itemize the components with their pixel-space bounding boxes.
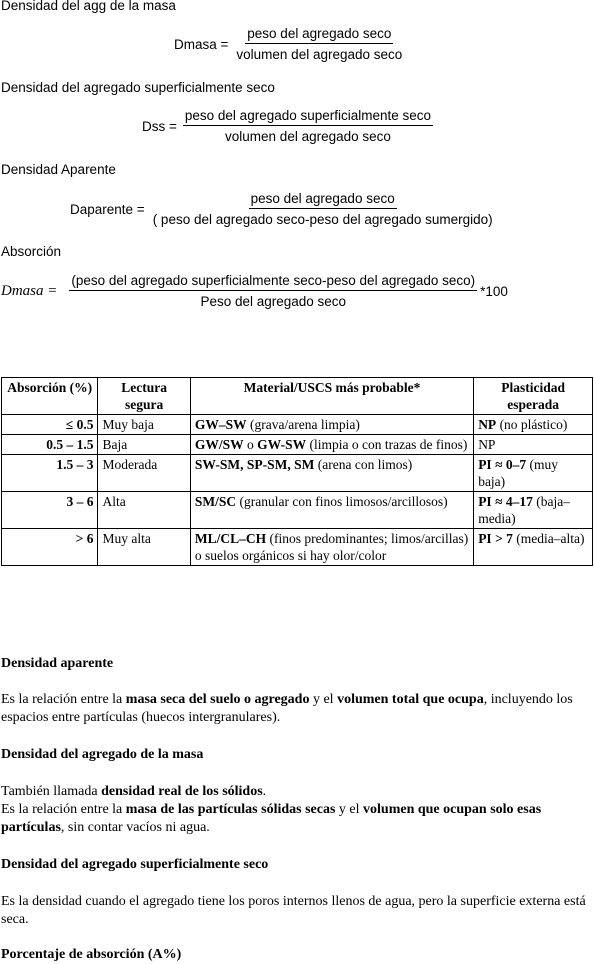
text-run: , incluyendo los espacios entre partículas (huecos intergranulares).	[1, 692, 573, 725]
numerator: peso del agregado superficialmente seco	[183, 108, 433, 126]
text-run: y el	[335, 802, 364, 817]
section-title-densidad-ss: Densidad del agregado superficialmente seco	[1, 857, 269, 872]
denominator: Peso del agregado seco	[200, 294, 347, 309]
section-title-absorcion: Porcentaje de absorción (A%)	[1, 947, 182, 962]
cell-plasticidad	[474, 492, 593, 529]
formula-suffix: *100	[480, 283, 508, 299]
table-row	[2, 455, 593, 492]
cell-material	[190, 492, 473, 529]
section-title-densidad-aparente: Densidad aparente	[1, 656, 114, 671]
text-run: .	[262, 784, 267, 799]
cell-lectura: Muy baja	[98, 415, 190, 435]
cell-plasticidad	[474, 455, 593, 492]
header-absorcion: Absorción (%)	[2, 378, 98, 415]
fraction	[69, 273, 477, 309]
numerator: (peso del agregado superficialmente seco-peso del agregado seco)	[69, 273, 477, 291]
plasticidad-code: PI ≈ 0–7	[478, 457, 527, 472]
heading-densidad-aparente: Densidad Aparente	[1, 162, 116, 177]
plasticidad-code: PI > 7	[478, 531, 513, 546]
material-desc: (finos predominantes; limos/arcillas) o suelos orgánicos si hay olor/color	[194, 531, 469, 563]
text-run-bold: volumen total que ocupa	[337, 692, 484, 707]
plasticidad-desc: (no plástico)	[496, 417, 568, 432]
paragraph-densidad-ss: Es la densidad cuando el agregado tiene los poros internos llenos de agua, pero la superficie externa está seca.	[1, 894, 586, 927]
formula-lhs: Dss =	[142, 118, 177, 134]
plasticidad-code: PI ≈ 4–17	[478, 494, 533, 509]
cell-plasticidad	[474, 529, 593, 566]
paragraph-densidad-masa-2	[1, 801, 593, 837]
formula-lhs: Dmasa =	[174, 36, 229, 52]
heading-densidad-ss: Densidad del agregado superficialmente seco	[1, 80, 275, 95]
material-desc: (arena con limos)	[314, 457, 413, 472]
fraction	[234, 26, 404, 62]
material-code: GW–SW	[194, 417, 247, 432]
table-header-row	[2, 378, 593, 415]
header-plasticidad: Plasticidad esperada	[474, 378, 593, 415]
plasticidad-code: NP	[478, 417, 497, 432]
material-desc: (limpia o con trazas de finos)	[306, 437, 468, 452]
material-desc: (grava/arena limpia)	[246, 417, 360, 432]
cell-absorcion: 0.5 – 1.5	[2, 435, 98, 455]
text-run-bold: volumen que ocupan solo esas partículas	[1, 802, 542, 835]
text-run: , sin contar vacíos ni agua.	[60, 820, 210, 835]
formula-lhs: Dmasa =	[1, 282, 58, 299]
material-code: SW-SM, SP-SM, SM	[194, 457, 315, 472]
fraction	[151, 191, 495, 227]
formula-dmasa	[174, 26, 404, 62]
cell-material	[190, 435, 473, 455]
cell-plasticidad	[474, 415, 593, 435]
cell-lectura: Moderada	[98, 455, 190, 492]
plasticidad-desc: NP	[478, 437, 496, 452]
cell-material	[190, 415, 473, 435]
text-run: Es la relación entre la	[1, 692, 126, 707]
cell-lectura: Baja	[98, 435, 190, 455]
material-desc: o	[243, 437, 258, 452]
cell-material	[190, 455, 473, 492]
header-material: Material/USCS más probable*	[190, 378, 473, 415]
plasticidad-desc: (baja–media)	[478, 494, 570, 526]
denominator: ( peso del agregado seco-peso del agregado sumergido)	[152, 212, 493, 227]
absorption-table	[1, 377, 593, 566]
cell-absorcion: ≤ 0.5	[2, 415, 98, 435]
heading-densidad-masa: Densidad del agg de la masa	[1, 0, 176, 13]
text-run-bold: masa de las partículas sólidas secas	[125, 802, 336, 817]
text-run: y el	[309, 692, 338, 707]
text-run: También llamada	[1, 784, 102, 799]
text-run-bold: densidad real de los sólidos	[101, 784, 263, 799]
formula-absorcion	[1, 273, 508, 309]
cell-absorcion: > 6	[2, 529, 98, 566]
text-run: Es la relación entre la	[1, 802, 126, 817]
table-row	[2, 529, 593, 566]
material-code: GW/SW	[194, 437, 244, 452]
numerator: peso del agregado seco	[249, 191, 397, 209]
material-desc: (granular con finos limosos/arcillosos)	[236, 494, 448, 509]
text-run-bold: masa seca del suelo o agregado	[125, 692, 310, 707]
material-code: ML/CL–CH	[194, 531, 267, 546]
denominator: volumen del agregado seco	[236, 47, 403, 62]
formula-dss	[142, 108, 433, 144]
formula-lhs: Daparente =	[70, 201, 145, 217]
cell-plasticidad	[474, 435, 593, 455]
material-code: SM/SC	[194, 494, 237, 509]
denominator: volumen del agregado seco	[225, 129, 391, 144]
fraction	[183, 108, 433, 144]
table-row	[2, 492, 593, 529]
section-title-densidad-masa: Densidad del agregado de la masa	[1, 747, 204, 762]
formula-daparente	[70, 191, 495, 227]
cell-lectura: Alta	[98, 492, 190, 529]
paragraph-densidad-aparente	[1, 691, 593, 727]
cell-absorcion: 1.5 – 3	[2, 455, 98, 492]
table-row	[2, 415, 593, 435]
plasticidad-desc: (muy baja)	[478, 457, 558, 489]
material-code: GW-SW	[257, 437, 307, 452]
table-row	[2, 435, 593, 455]
header-lectura: Lectura segura	[98, 378, 190, 415]
cell-absorcion: 3 – 6	[2, 492, 98, 529]
paragraph-densidad-masa-1	[1, 783, 593, 801]
cell-lectura: Muy alta	[98, 529, 190, 566]
heading-absorcion: Absorción	[1, 244, 62, 259]
cell-material	[190, 529, 473, 566]
numerator: peso del agregado seco	[245, 26, 393, 44]
plasticidad-desc: (media–alta)	[512, 531, 585, 546]
